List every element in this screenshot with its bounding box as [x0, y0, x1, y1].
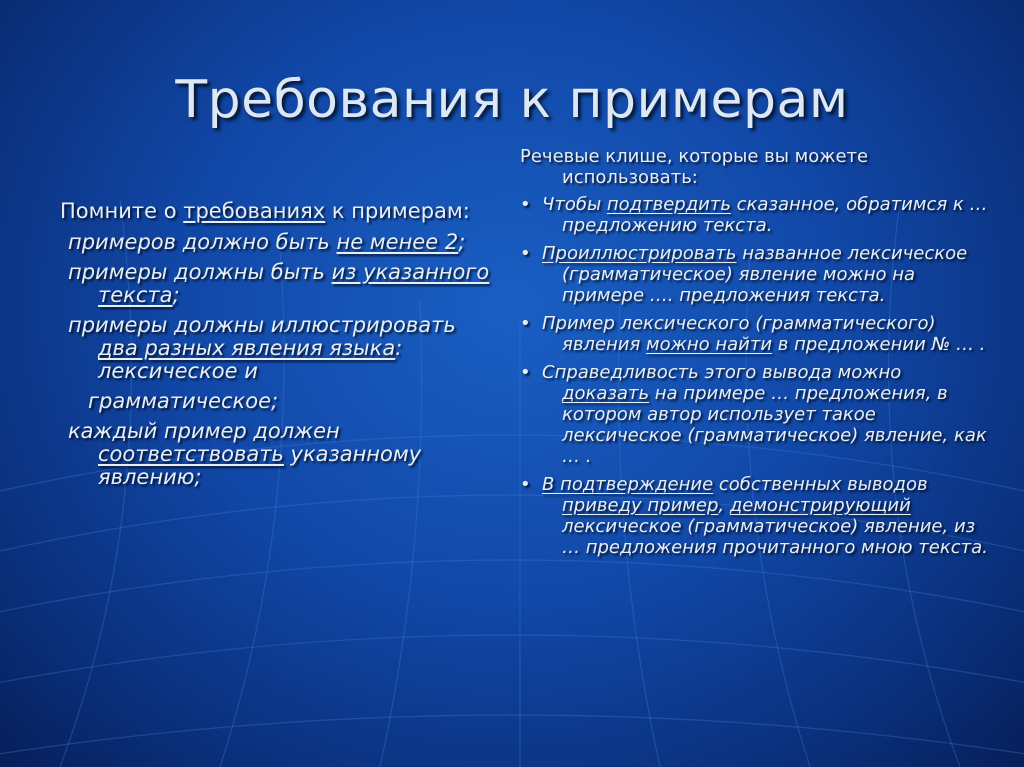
requirement-item-2	[60, 261, 500, 307]
cliche-2-link[interactable]: Проиллюстрировать	[542, 243, 737, 264]
requirement-2-suffix: ;	[172, 283, 180, 307]
requirement-2-link[interactable]: из указанного текста	[98, 260, 490, 307]
cliche-3-post: в предложении № … .	[772, 334, 986, 355]
requirement-3-text: примеры должны иллюстрировать	[68, 313, 456, 337]
cliche-5-mid-2: ,	[718, 495, 730, 516]
cliche-5-post: лексическое (грамматическое) явление, из … предложения прочитанного мною текста.	[562, 516, 988, 558]
cliche-item-2	[520, 243, 990, 306]
cliche-item-3	[520, 313, 990, 355]
requirement-item-4	[60, 420, 500, 489]
requirement-item-1	[60, 231, 500, 254]
cliche-2-post: названное лексическое (грамматическое) явление можно на примере …. предложения текста.	[562, 243, 968, 306]
cliche-1-pre: Чтобы	[542, 194, 607, 215]
left-intro-prefix: Помните о	[60, 199, 184, 223]
right-column	[520, 146, 990, 565]
cliche-4-post: на примере … предложения, в котором автор использует такое лексическое (грамматическое) явление, как … .	[562, 383, 987, 467]
cliche-3-link[interactable]: можно найти	[646, 334, 773, 355]
left-column	[60, 200, 500, 496]
requirement-item-3-continuation: грамматическое;	[88, 389, 279, 413]
left-intro	[60, 200, 500, 223]
requirement-4-text: каждый пример должен	[68, 419, 340, 443]
cliche-5-link-2[interactable]: приведу пример	[562, 495, 719, 516]
cliche-5-link-1[interactable]: В подтверждение	[542, 474, 714, 495]
requirement-item-3	[60, 314, 500, 383]
requirement-4-link[interactable]: соответствовать	[98, 442, 284, 466]
cliche-5-mid-1: собственных выводов	[713, 474, 928, 495]
left-intro-link[interactable]: требованиях	[183, 199, 326, 223]
cliches-heading: Речевые клише, которые вы можете использовать:	[520, 146, 869, 188]
bullet-icon: •	[520, 313, 531, 334]
requirement-1-link[interactable]: не менее 2	[336, 230, 459, 254]
bullet-icon: •	[520, 362, 531, 383]
cliche-1-link[interactable]: подтвердить	[606, 194, 731, 215]
cliche-4-pre: Справедливость этого вывода можно	[542, 362, 902, 383]
requirement-1-suffix: ;	[458, 230, 466, 254]
cliche-item-5	[520, 474, 990, 558]
cliche-1-post: сказанное, обратимся к … предложению текста.	[562, 194, 988, 236]
slide-title: Требования к примерам	[175, 70, 849, 130]
bullet-icon: •	[520, 243, 531, 264]
requirement-3-link[interactable]: два разных явления языка	[98, 336, 396, 360]
requirement-3-suffix: : лексическое и	[98, 336, 403, 383]
cliche-item-1	[520, 194, 990, 236]
requirement-4-suffix: указанному явлению;	[98, 442, 422, 489]
requirement-1-text: примеров должно быть	[68, 230, 337, 254]
bullet-icon: •	[520, 194, 531, 215]
cliche-item-4	[520, 362, 990, 467]
cliche-3-pre: Пример лексического (грамматического) явления	[542, 313, 936, 355]
requirement-2-text: примеры должны быть	[68, 260, 332, 284]
cliche-5-link-3[interactable]: демонстрирующий	[729, 495, 911, 516]
bullet-icon: •	[520, 474, 531, 495]
left-intro-suffix: к примерам:	[325, 199, 470, 223]
cliche-4-link[interactable]: доказать	[562, 383, 650, 404]
